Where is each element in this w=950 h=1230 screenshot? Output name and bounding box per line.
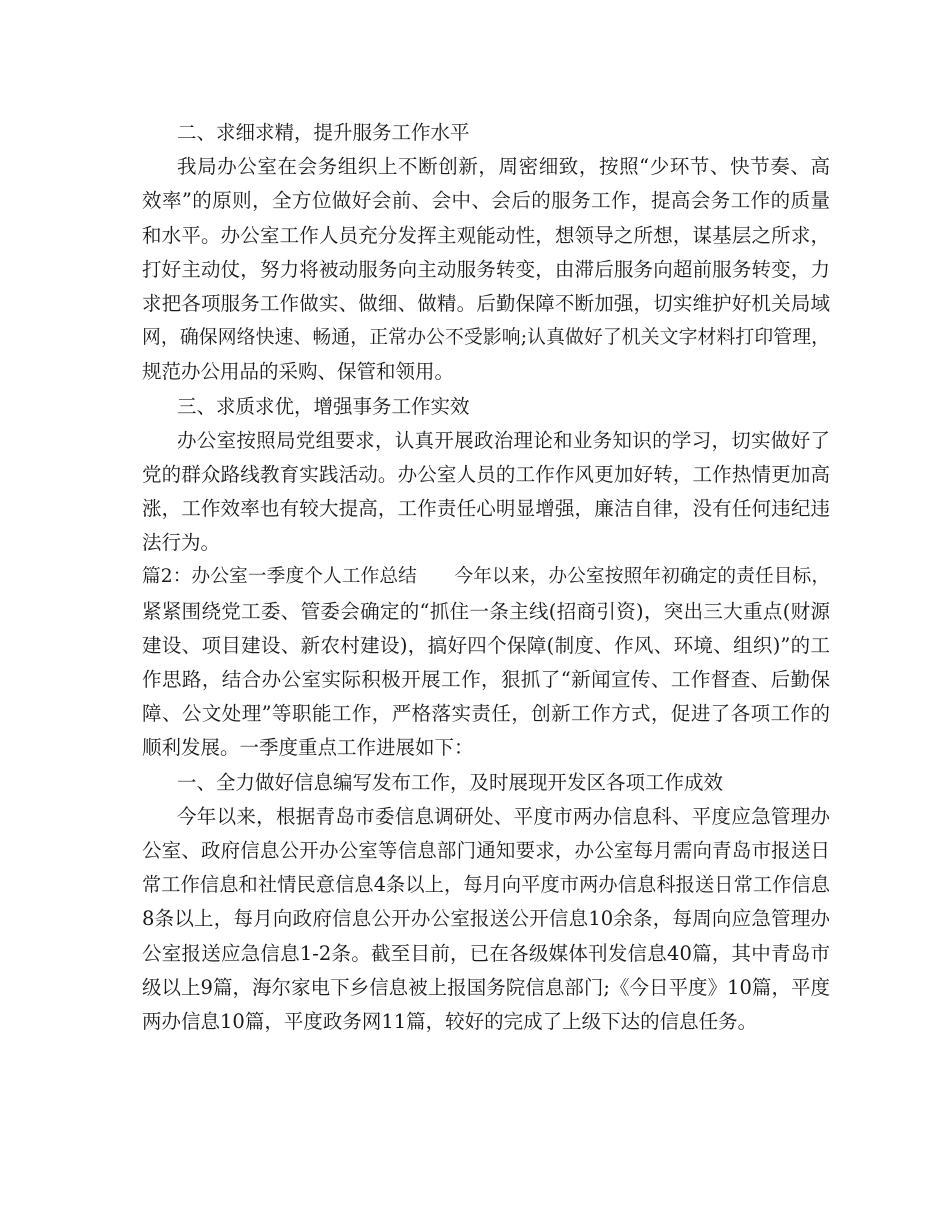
text-line: 办公室按照局党组要求，认真开展政治理论和业务知识的学习，切实做好了 — [177, 428, 830, 452]
text-line: 效率”的原则，全方位做好会前、会中、会后的服务工作，提高会务工作的质量 — [142, 189, 830, 213]
text-line: 二、求细求精，提升服务工作水平 — [177, 121, 470, 144]
text-line: 级以上9篇，海尔家电下乡信息被上报国务院信息部门;《今日平度》10篇，平度 — [142, 975, 830, 999]
text-line: 障、公文处理”等职能工作，严格落实责任，创新工作方式，促进了各项工作的 — [142, 702, 830, 726]
text-line: 网，确保网络快速、畅通，正常办公不受影响;认真做好了机关文字材料打印管理， — [142, 327, 830, 349]
text-line: 建设、项目建设、新农村建设)，搞好四个保障(制度、作风、环境、组织)”的工 — [142, 633, 830, 657]
text-line: 求把各项服务工作做实、做细、做精。后勤保障不断加强，切实维护好机关局域 — [142, 291, 830, 315]
text-line: 两办信息10篇，平度政务网11篇，较好的完成了上级下达的信息任务。 — [142, 1009, 758, 1033]
text-line: 一、全力做好信息编写发布工作，及时展现开发区各项工作成效 — [177, 770, 724, 794]
text-line: 规范办公用品的采购、保管和领用。 — [142, 360, 455, 384]
text-line: 作思路，结合办公室实际积极开展工作，狠抓了“新闻宣传、工作督查、后勤保 — [142, 668, 830, 691]
text-line: 涨，工作效率也有较大提高，工作责任心明显增强，廉洁自律，没有任何违纪违 — [142, 497, 830, 521]
text-line: 打好主动仗，努力将被动服务向主动服务转变，由滞后服务向超前服务转变，力 — [142, 257, 830, 281]
text-line: 三、求质求优，增强事务工作实效 — [177, 394, 470, 418]
text-line: 篇2：办公室一季度个人工作总结 今年以来，办公室按照年初确定的责任目标， — [142, 566, 830, 588]
text-line: 公室、政府信息公开办公室等信息部门通知要求，办公室每月需向青岛市报送日 — [142, 838, 830, 862]
text-line: 公室报送应急信息1-2条。截至目前，已在各级媒体刊发信息40篇，其中青岛市 — [142, 941, 830, 965]
text-line: 党的群众路线教育实践活动。办公室人员的工作作风更加好转，工作热情更加高 — [142, 462, 830, 486]
text-line: 8条以上，每月向政府信息公开办公室报送公开信息10余条，每周向应急管理办 — [142, 907, 830, 931]
text-line: 我局办公室在会务组织上不断创新，周密细致，按照“少环节、快节奏、高 — [177, 155, 830, 179]
text-line: 常工作信息和社情民意信息4条以上，每月向平度市两办信息科报送日常工作信息 — [142, 873, 830, 897]
text-line: 顺利发展。一季度重点工作进展如下： — [142, 736, 474, 760]
text-line: 今年以来，根据青岛市委信息调研处、平度市两办信息科、平度应急管理办 — [177, 804, 830, 828]
text-line: 和水平。办公室工作人员充分发挥主观能动性，想领导之所想，谋基层之所求， — [142, 223, 830, 247]
text-line: 法行为。 — [142, 531, 221, 555]
text-line: 紧紧围绕党工委、管委会确定的“抓住一条主线(招商引资)，突出三大重点(财源 — [142, 599, 830, 623]
document-body — [142, 116, 830, 1039]
